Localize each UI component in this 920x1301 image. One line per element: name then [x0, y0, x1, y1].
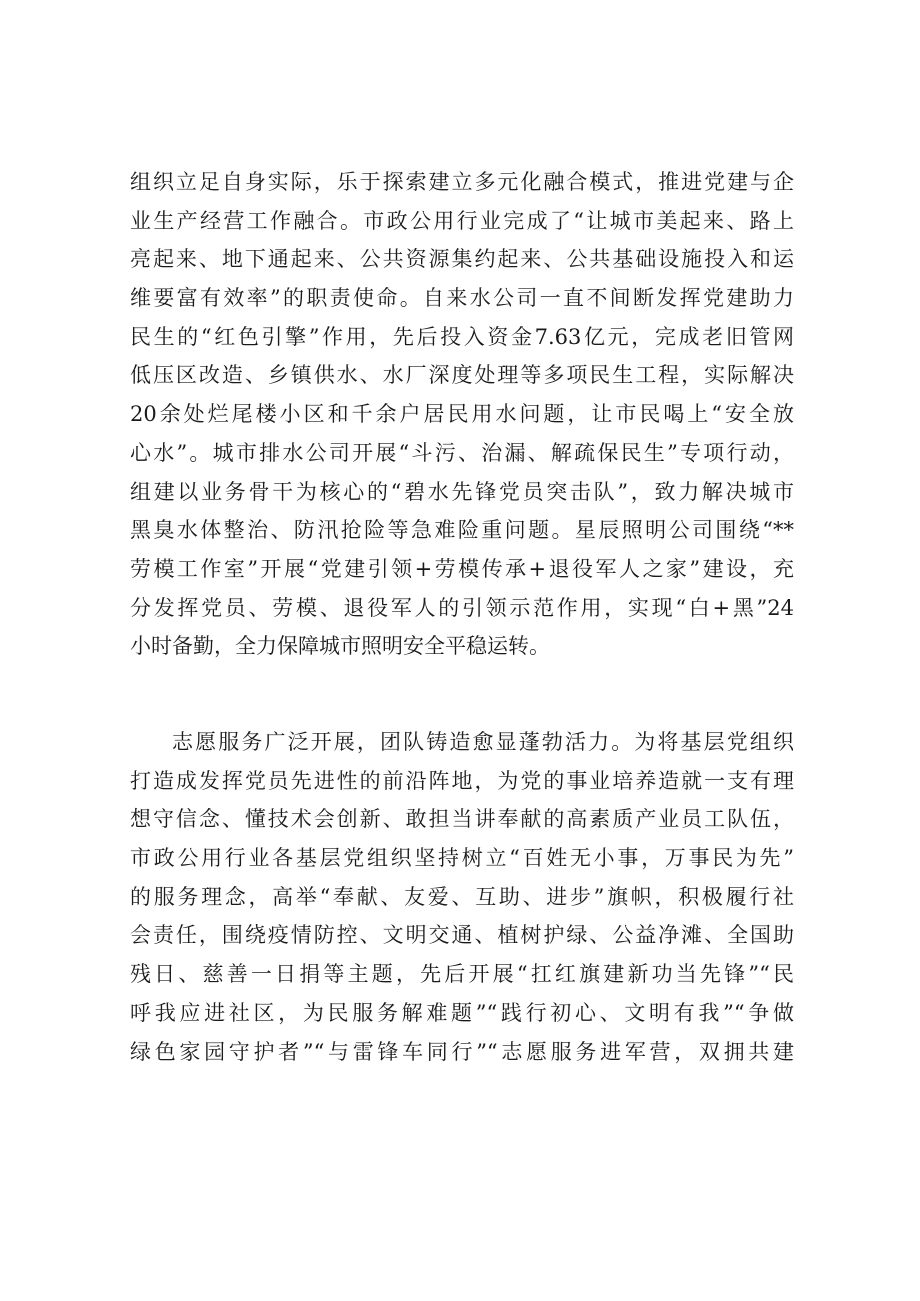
text-line: 黑臭水体整治、防汛抢险等急难险重问题。星辰照明公司围绕“**: [130, 518, 794, 543]
text-line: 会责任，围绕疫情防控、文明交通、植树护绿、公益净滩、全国助: [130, 923, 794, 948]
text-line: 呼我应进社区，为民服务解难题”“践行初心、文明有我”“争做: [130, 1000, 794, 1025]
text-line: 低压区改造、乡镇供水、水厂深度处理等多项民生工程，实际解决: [130, 363, 794, 388]
text-line: 业生产经营工作融合。市政公用行业完成了“让城市美起来、路上: [130, 208, 794, 233]
text-line: 打造成发挥党员先进性的前沿阵地，为党的事业培养造就一支有理: [130, 768, 794, 793]
text-line-first-indented: 志愿服务广泛开展，团队铸造愈显蓬勃活力。为将基层党组织: [172, 730, 794, 754]
paragraph-volunteer-service: [130, 723, 794, 1071]
text-line: 组建以业务骨干为核心的“碧水先锋党员突击队”，致力解决城市: [130, 479, 794, 504]
text-line: 心水”。城市排水公司开展“斗污、治漏、解疏保民生”专项行动，: [130, 440, 794, 465]
text-line: 残日、慈善一日捐等主题，先后开展“扛红旗建新功当先锋”“民: [130, 962, 794, 987]
text-line: 亮起来、地下通起来、公共资源集约起来、公共基础设施投入和运: [130, 247, 794, 272]
text-line: 劳模工作室”开展“党建引领+劳模传承+退役军人之家”建设，充: [130, 556, 794, 581]
text-line-last: 小时备勤，全力保障城市照明安全平稳运转。: [130, 634, 550, 659]
text-line: 组织立足自身实际，乐于探索建立多元化融合模式，推进党建与企: [130, 170, 794, 194]
text-line: 市政公用行业各基层党组织坚持树立“百姓无小事，万事民为先”: [130, 846, 794, 871]
text-line: 分发挥党员、劳模、退役军人的引领示范作用，实现“白+黑”24: [130, 595, 794, 620]
text-line: 的服务理念，高举“奉献、友爱、互助、进步”旗帜，积极履行社: [130, 884, 794, 909]
text-line: 绿色家园守护者”“与雷锋车同行”“志愿服务进军营，双拥共建: [130, 1039, 794, 1064]
text-line: 维要富有效率”的职责使命。自来水公司一直不间断发挥党建助力: [130, 286, 794, 311]
text-line: 想守信念、懂技术会创新、敢担当讲奉献的高素质产业员工队伍，: [130, 807, 794, 832]
text-line: 20余处烂尾楼小区和千余户居民用水问题，让市民喝上“安全放: [130, 402, 794, 427]
text-line: 民生的“红色引擎”作用，先后投入资金7.63亿元，完成老旧管网: [130, 324, 794, 349]
paragraph-party-building-integration: [130, 163, 794, 666]
